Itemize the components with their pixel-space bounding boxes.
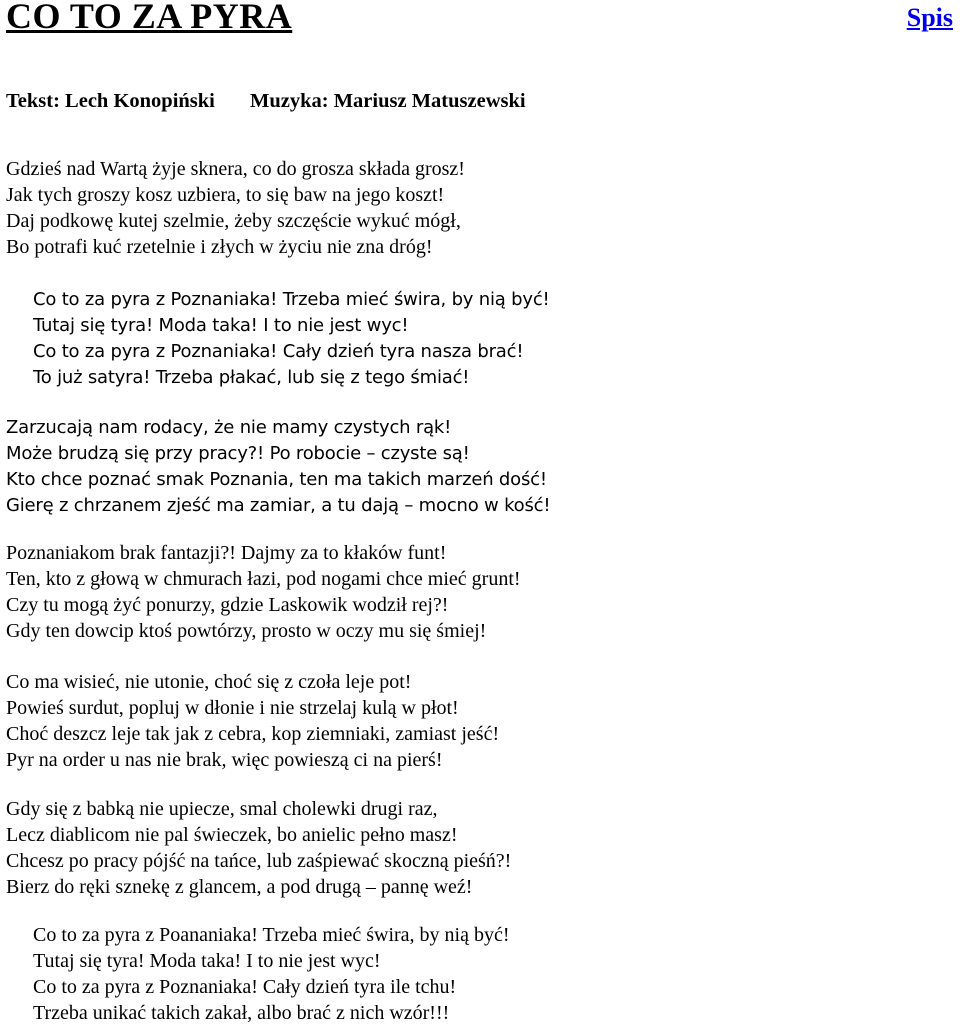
lyric-line: Ten, kto z głową w chmurach łazi, pod nogami chce mieć grunt! — [6, 568, 521, 590]
index-link[interactable]: Spis — [906, 3, 953, 32]
chorus-2 — [33, 922, 510, 1026]
lyric-line: Powieś surdut, popluj w dłonie i nie strzelaj kulą w płot! — [6, 697, 459, 719]
lyric-line: Poznaniakom brak fantazji?! Dajmy za to kłaków funt! — [6, 542, 447, 564]
lyric-line: Gierę z chrzanem zjeść ma zamiar, a tu dają – mocno w kość! — [6, 495, 551, 516]
lyric-line: Gdy się z babką nie upiecze, smal cholewki drugi raz, — [6, 798, 438, 820]
lyric-line: Chcesz po pracy pójść na tańce, lub zaśpiewać skoczną pieśń?! — [6, 850, 512, 872]
lyric-line: Pyr na order u nas nie brak, więc powieszą ci na pierś! — [6, 749, 443, 771]
lyric-line: Daj podkowę kutej szelmie, żeby szczęście wykuć mógł, — [6, 210, 461, 232]
lyric-line: Może brudzą się przy pracy?! Po robocie – czyste są! — [6, 443, 470, 464]
lyric-line: Zarzucają nam rodacy, że nie mamy czystych rąk! — [6, 417, 452, 438]
lyric-line: To już satyra! Trzeba płakać, lub się z tego śmiać! — [33, 367, 470, 388]
lyric-line: Bo potrafi kuć rzetelnie i złych w życiu nie zna dróg! — [6, 236, 433, 258]
lyric-line: Gdzieś nad Wartą żyje sknera, co do grosza składa grosz! — [6, 158, 465, 180]
lyric-line: Bierz do ręki sznekę z glancem, a pod drugą – pannę weź! — [6, 876, 473, 898]
music-author: Muzyka: Mariusz Matuszewski — [250, 90, 526, 112]
lyric-line: Kto chce poznać smak Poznania, ten ma takich marzeń dość! — [6, 469, 547, 490]
lyric-line: Jak tych groszy kosz uzbiera, to się baw na jego koszt! — [6, 184, 445, 206]
lyric-line: Choć deszcz leje tak jak z cebra, kop ziemniaki, zamiast jeść! — [6, 723, 500, 745]
lyric-line: Tutaj się tyra! Moda taka! I to nie jest wyc! — [33, 950, 381, 972]
lyric-line: Czy tu mogą żyć ponurzy, gdzie Laskowik wodził rej?! — [6, 594, 449, 616]
stanza-3 — [6, 540, 521, 644]
lyric-line: Trzeba unikać takich zakał, albo brać z nich wzór!!! — [33, 1002, 450, 1024]
lyric-line: Lecz diablicom nie pal świeczek, bo anielic pełno masz! — [6, 824, 458, 846]
song-credits — [6, 88, 526, 114]
song-title: CO TO ZA PYRA — [6, 0, 293, 36]
stanza-1 — [6, 156, 465, 260]
lyric-line: Co to za pyra z Poznaniaka! Trzeba mieć świra, by nią być! — [33, 289, 550, 310]
lyric-line: Tutaj się tyra! Moda taka! I to nie jest wyc! — [33, 315, 409, 336]
lyric-line: Co to za pyra z Poznaniaka! Cały dzień tyra ile tchu! — [33, 976, 457, 998]
lyric-line: Co ma wisieć, nie utonie, choć się z czoła leje pot! — [6, 671, 412, 693]
lyric-line: Co to za pyra z Poananiaka! Trzeba mieć świra, by nią być! — [33, 924, 510, 946]
chorus-1 — [33, 287, 550, 391]
lyric-line: Co to za pyra z Poznaniaka! Cały dzień tyra nasza brać! — [33, 341, 524, 362]
stanza-5 — [6, 796, 511, 900]
lyric-line: Gdy ten dowcip ktoś powtórzy, prosto w oczy mu się śmiej! — [6, 620, 487, 642]
stanza-4 — [6, 669, 499, 773]
stanza-2 — [6, 415, 550, 519]
lyrics-author: Tekst: Lech Konopiński — [6, 90, 215, 112]
